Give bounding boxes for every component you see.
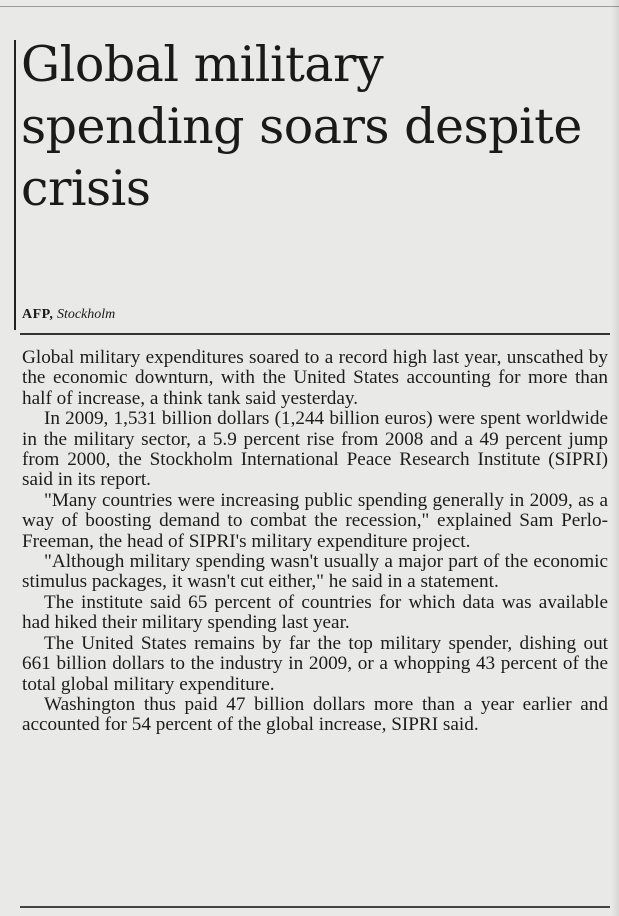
paragraph: "Although military spending wasn't usually a major part of the economic stimulus packages, it wasn't cut either," he said in a statement. bbox=[22, 551, 608, 593]
byline bbox=[22, 307, 115, 323]
headline-left-rule bbox=[14, 40, 16, 330]
headline: Global military spending soars despite crisis bbox=[21, 36, 582, 217]
byline-agency: AFP, bbox=[22, 307, 54, 322]
page-shadow bbox=[611, 0, 619, 916]
byline-location: Stockholm bbox=[56, 307, 116, 322]
paragraph: Washington thus paid 47 billion dollars more than a year earlier and accounted for 54 percent of the global increase, SIPRI said. bbox=[22, 693, 608, 736]
paragraph: Global military expenditures soared to a record high last year, unscathed by the economic downturn, with the United States accounting for more than half of increase, a think tank said yesterday. bbox=[22, 347, 608, 409]
paragraph: The institute said 65 percent of countries for which data was available had hiked their military spending last year. bbox=[22, 591, 608, 634]
article-body bbox=[22, 348, 608, 736]
paragraph: "Many countries were increasing public spending generally in 2009, as a way of boosting demand to combat the recession," explained Sam Perlo-Freeman, the head of SIPRI's military expenditure project. bbox=[22, 489, 608, 552]
top-rule bbox=[0, 6, 619, 7]
byline-rule bbox=[20, 333, 610, 335]
bottom-rule bbox=[20, 906, 610, 908]
paragraph: In 2009, 1,531 billion dollars (1,244 billion euros) were spent worldwide in the military sector, a 5.9 percent rise from 2008 and a 49 percent jump from 2000, the Stockholm International Peace Research Institute (SIPRI) said in its report. bbox=[22, 408, 608, 491]
paragraph: The United States remains by far the top military spender, dishing out 661 billion dollars to the industry in 2009, or a whopping 43 percent of the total global military expenditure. bbox=[22, 632, 608, 695]
